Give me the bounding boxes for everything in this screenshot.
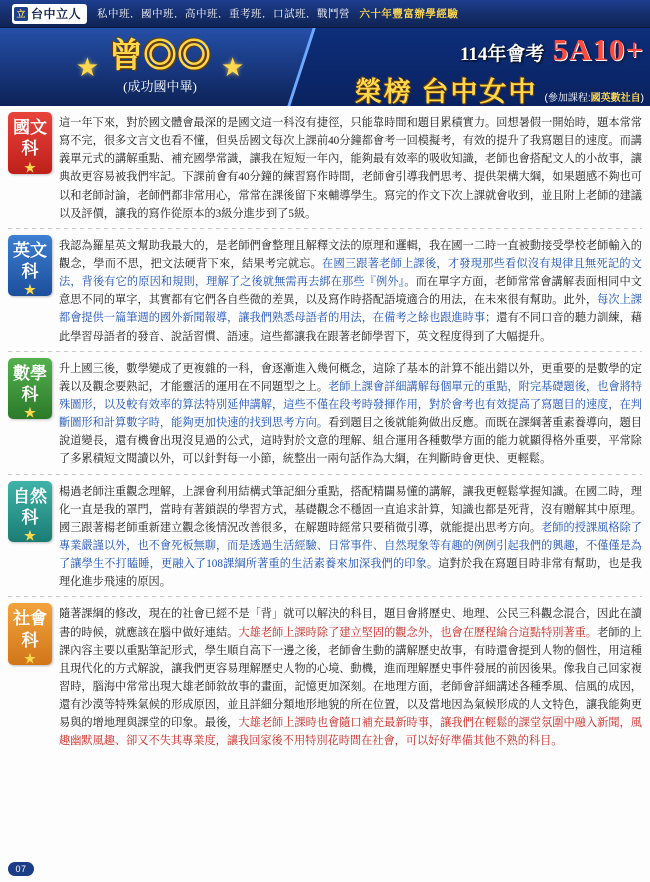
course-note-suffix: ): [640, 93, 644, 104]
course-note-value: 國英數社自: [590, 93, 641, 104]
subject-tag-social: [8, 603, 52, 665]
paragraph-science-2: 這對於我在寫題目時非常有幫助，也是我理化進步飛速的原因。: [59, 558, 642, 589]
subject-tag-label: 社會科: [13, 609, 47, 650]
brand-logo: [12, 4, 87, 24]
star-icon: ★: [24, 650, 36, 666]
paragraph-math-highlight: 老師上課會詳細講解每個單元的重點，附完基礎題後，也會將特殊圖形，以及較有效率的算法特別延伸講解，這些不僅在段考時發揮作用，對於會考也有效提高了寫題目的速度，在判斷圖形和計算數字時，能夠更加快速的找到思考方向。: [59, 380, 642, 430]
header-experience: 六十年豐富辦學經驗: [359, 8, 459, 20]
header-subtitle: [97, 6, 458, 21]
subject-tag-label: 自然科: [13, 486, 47, 527]
paragraph-english-1: 我認為羅星英文幫助我最大的，是老師們會整理且解釋文法的原理和邏輯，我在國一二時一直被動接受學校老師輸入的觀念，學而不思，把文法硬背下來，結果考完就忘。: [59, 239, 642, 270]
student-identity: [0, 28, 320, 106]
paragraph-science-1: 楊過老師注重觀念理解，上課會利用結構式筆記細分重點，搭配精闢易懂的講解，讓我更輕鬆掌握知識。在國二時，理化一直是我的罩門，當時有著鎖誤的學習方式，基礎觀念不穩固一直追求計算，知識也都是死背，沒有贈解其中原理。國三跟著楊老師重新建立觀念後情況改善很多，在解題時經常只要稍微引導，就能提出思考方向。: [59, 485, 642, 534]
exam-result-block: [284, 32, 644, 106]
brand-name: 台中立人: [31, 7, 82, 21]
section-chinese: [8, 112, 642, 223]
exam-year: 114年會考: [459, 44, 545, 65]
admitted-school: 榮榜 台中女中: [354, 77, 538, 106]
star-icon: ★: [221, 51, 245, 82]
star-icon: ★: [24, 528, 36, 544]
paragraph-english-highlight-2: 每次上課都會提供一篇筆週的國外新聞報導，讓我們熟悉母語者的用法，在備考之餘也跟進時事；: [59, 294, 642, 325]
section-divider: [8, 228, 642, 229]
subject-tag-label: 數學科: [13, 363, 47, 404]
header-courses: 私中班．國中班．高中班．重考班．口試班．戰鬥營: [97, 8, 351, 20]
section-english: [8, 235, 642, 346]
section-divider: [8, 351, 642, 352]
paragraph-social-2: 老師的上課內容主要以重點筆記形式，學生順自高下一邊之後，老師會生動的講解歷史故事，有時還會提到人物的個性，用這種且現代化的方式解說，讓我們更容易理解歷史人物的心境、動機，進而理解歷史事件發展的前因後果。像我自己回家複習時，腦海中常常出現大雄老師敘故事的畫面，記憶更加深刻。在地理方面，老師會詳細講述各種季風、信風的成因，還有沙漠等特殊氣候的形成原因，並且詳細分類地形地貌的所在位置，以及當地因為氣候形成的人文特色，讓我能夠更易與的增地理與課堂的印象。最後，: [59, 626, 642, 730]
section-text-social: [59, 603, 642, 750]
section-divider: [8, 474, 642, 475]
paragraph-english-highlight-1: 在國三跟著老師上課後，才發現那些看似沒有規律且無死記的文法，背後有它的原因和規則，理解了之後就無需再去綁在那些『例外』。: [59, 257, 642, 289]
section-math: [8, 358, 642, 469]
testimonial-sections: [0, 106, 650, 751]
hero-banner: [0, 28, 650, 106]
paragraph-english-2: 而在單字方面，老師常常會講解表面相同中文意思不同的單字，其實都有它們各自些微的差異，以及寫作時搭配語境適合的用法，在未來很有幫助。此外，: [59, 276, 642, 307]
paragraph-english-3: 還有不同口音的聽力訓練，藉此學習母語者的發音、說話習慣、語速。這些都讓我在跟著老師學習下，英文程度得到了大幅提升。: [59, 312, 642, 343]
subject-tag-label: 國文科: [13, 118, 47, 159]
paragraph-math-1: 升上國三後，數學變成了更複雜的一科，會逐漸進入幾何概念，這除了基本的計算不能出錯以外，更重要的是數學的定義以及觀念要熟記，才能靈活的運用在不同題型之上。: [59, 362, 642, 393]
section-text-english: [59, 235, 642, 346]
section-divider: [8, 596, 642, 597]
paragraph-chinese: 這一年下來，對於國文體會最深的是國文這一科沒有捷徑，只能靠時間和題目累積實力。回想暑假一開始時，題本常常寫不完，很多文言文也看不懂，但吳岳國文每次上課前40分鐘都會考一回模擬考，有效的提升了我寫題目的速度。而講義單元式的講解重點、補充國學常識，讓我在短短一年內，能夠最有效率的吸收知識，老師也會搭配文人的小故事，讓典故更容易被我們牢記。下課前會有40分鐘的練習寫作時間，老師會引導我們思考、提供架構大綱，如果題感不夠也可以和老師討論，老師們都非常用心，常常在課後留下來輔導學生。寫完的作文下次上課就會收到，並且附上老師的建議以及評價，讓我的寫作從原本的3級分進步到了5級。: [59, 117, 642, 220]
subject-tag-science: [8, 481, 52, 543]
subject-tag-label: 英文科: [13, 240, 47, 282]
section-text-chinese: [59, 112, 642, 223]
subject-tag-math: [8, 358, 52, 420]
top-header-bar: [0, 0, 650, 28]
star-icon: ★: [75, 51, 99, 82]
page-number-badge: 07: [8, 862, 34, 876]
exam-score: 5A10+: [552, 32, 644, 67]
paragraph-science-highlight: 老師的授課風格除了專業嚴謹以外，也不會死板無聊，而是透過生活經驗、日常事件、自然現象等有趣的例例引起我們的興趣，不僅僅是為了讓學生不打瞌睡，更融入了108課綱所著重的生活素養來加深我們的印象。: [59, 521, 642, 571]
subject-tag-chinese: [8, 112, 52, 174]
star-icon: ★: [24, 159, 36, 175]
paragraph-social-1: 隨著課綱的修改，現在的社會已經不是「背」就可以解決的科目，題目會將歷史、地理、公民三科觀念混合，因此在讀書的時候，就應該在腦中做好連結。: [59, 608, 642, 639]
paragraph-social-highlight-1: 大雄老師上課時除了建立堅固的觀念外，也會在歷程綸合這點特別著重。: [238, 626, 598, 639]
section-science: [8, 481, 642, 592]
course-note: [545, 89, 644, 104]
subject-tag-english: [8, 235, 52, 297]
student-school: (成功國中畢): [123, 78, 197, 94]
section-text-science: [59, 481, 642, 592]
course-note-prefix: (參加課程:: [544, 93, 591, 104]
student-name: 曾◎◎: [109, 38, 211, 76]
person-badge-icon: 立: [14, 7, 28, 21]
paragraph-math-2: 看到題目之後就能夠做出反應。而既在課綱著重素養導向，題目說道變長，還有機會出現沒見過的公式，這時對於文意的理解、組合運用各種數學方面的能力就顯得格外重要，平常除了多累積短文閱讀以外，可以針對每一小節，統整出一兩句話作為大綱，在判斷時會更快、更輕鬆。: [59, 417, 642, 466]
star-icon: ★: [24, 405, 36, 421]
section-social: [8, 603, 642, 750]
star-icon: ★: [24, 282, 36, 298]
section-text-math: [59, 358, 642, 469]
paragraph-social-highlight-2: 大雄老師上課時也會隨口補充最新時事，讓我們在輕鬆的課堂氛圍中融入新聞，風趣幽默風趣、卻又不失其專業度，讓我回家後不用特別花時間在社會，可以好好準備其他不熟的科目。: [59, 717, 642, 748]
